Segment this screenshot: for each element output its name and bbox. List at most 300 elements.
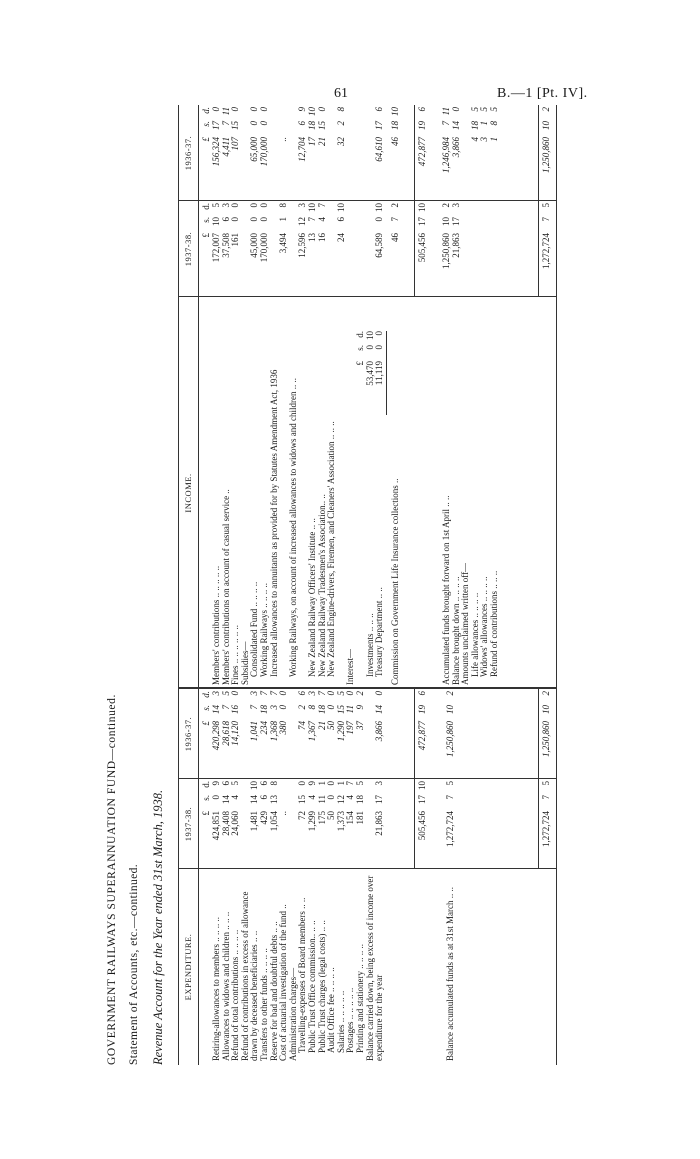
- exp-value-1937-pence: 0: [374, 691, 385, 696]
- exp-value-1937: [375, 691, 385, 779]
- commission-1937-pence: 10: [389, 107, 400, 116]
- inc-after-1937-shillings: 7: [441, 121, 451, 126]
- inc-value-1938-shillings: 1: [278, 217, 289, 222]
- exp-value-1938-pounds: 21,863: [374, 811, 385, 836]
- inc-after-1937-shillings: 8: [489, 121, 499, 126]
- inc-value-1937-pence: 9: [297, 107, 308, 112]
- inc-value-1938-pence: 5: [211, 203, 221, 208]
- inc-after-1937-pence: 5: [479, 107, 490, 112]
- exp-grand-total-1938-shillings: 7: [541, 795, 551, 800]
- commission-1938-pence: 2: [389, 203, 400, 208]
- income-label: Increased allowances to annuitants as provided for by Statutes Amendment Act, 1936: [268, 369, 279, 677]
- exp-balance-1937-pounds: 1,250,860: [445, 721, 455, 757]
- exp-value-1938-pence: 9: [307, 781, 317, 786]
- expenditure-label: Public Trust charges (legal costs) .. ..: [316, 920, 327, 1053]
- exp-1938-header: 1937-38.: [183, 806, 193, 842]
- exp-value-1938-pence: 10: [249, 781, 260, 790]
- inc-value-1938-shillings: 6: [220, 217, 231, 222]
- exp-total-1938-shillings: 17: [417, 795, 427, 804]
- income-label: New Zealand Engine-drivers, Firemen, and Cleaners' Association .. .. ..: [326, 421, 337, 677]
- inc-value-1938-shillings: 6: [335, 217, 346, 222]
- grand-total-rule: [538, 201, 539, 297]
- inc-after-1937-shillings: 18: [469, 121, 480, 130]
- inc-value-1938-pence: 0: [249, 203, 260, 208]
- exp-grand-total-1937-shillings: 10: [541, 705, 551, 714]
- grand-total-rule: [538, 105, 539, 201]
- exp-lsd-head-1938-d: d.: [201, 781, 211, 788]
- exp-value-1938-shillings: 4: [307, 795, 317, 800]
- inc-after-1937-pence: 0: [450, 107, 461, 112]
- exp-value-1938-pounds: 50: [326, 811, 337, 820]
- exp-value-1938-shillings: 17: [374, 795, 385, 804]
- interest-item-value-shillings: 0: [374, 345, 385, 350]
- inc-value-1937-pence: 0: [211, 107, 221, 112]
- inc-value-1938-pence: 0: [230, 203, 241, 208]
- income-label: Subsidies—: [239, 641, 250, 685]
- inc-total-1938-pence: 10: [417, 203, 427, 212]
- inc-value-1938: [318, 203, 328, 297]
- inc-value-1937-pounds: 4,411: [220, 137, 231, 157]
- inc-value-1938: [231, 203, 241, 297]
- commission-1937: [391, 107, 401, 201]
- exp-value-1937-pounds: 1,368: [268, 721, 279, 742]
- exp-value-1938-pounds: 1,373: [335, 811, 346, 832]
- exp-value-1937-pence: 7: [259, 691, 269, 696]
- exp-value-1938-pence: 5: [355, 781, 365, 786]
- interest-total-1938: [375, 203, 385, 297]
- exp-value-1937-shillings: 14: [374, 705, 385, 714]
- expenditure-label: Administration charges—: [287, 967, 298, 1061]
- exp-value-1938-pounds: ..: [278, 811, 289, 816]
- inc-after-1937-pence: 5: [489, 107, 499, 112]
- inc-value-1938-pounds: 13: [307, 233, 317, 242]
- income-after-label: Balance brought down .. .. .. ..: [450, 576, 461, 685]
- inc-value-1937: [337, 107, 347, 201]
- exp-value-1937-pounds: 50: [326, 721, 337, 730]
- exp-value-1938-pence: 6: [220, 781, 231, 786]
- inc-total-1938-pounds: 505,456: [417, 233, 427, 263]
- exp-value-1937-shillings: 2: [297, 705, 308, 710]
- inc-value-1938: [279, 203, 289, 297]
- exp-value-1937-shillings: 8: [307, 705, 317, 710]
- inc-grand-total-1938-shillings: 7: [541, 217, 551, 222]
- exp-balance-1937-shillings: 10: [445, 705, 455, 714]
- inc-value-1937-shillings: 15: [316, 121, 327, 130]
- exp-value-1938-shillings: 15: [297, 795, 308, 804]
- inc-grand-total-1938-pounds: 1,272,724: [541, 233, 551, 269]
- inc-value-1938-shillings: 7: [307, 217, 317, 222]
- expenditure-label: Public Trust Office commission.. .. ..: [307, 920, 317, 1053]
- exp-1937-header: 1936-37.: [183, 716, 193, 752]
- inc-after-1937-pounds: 3: [479, 137, 490, 142]
- inc-after-1937-shillings: 14: [450, 121, 461, 130]
- inc-value-1937-pence: 0: [249, 107, 260, 112]
- bottom-rule: [556, 105, 557, 1065]
- inc-grand-total-1937-pounds: 1,250,860: [541, 137, 551, 173]
- rotated-statement: [100, 105, 560, 1065]
- exp-value-1938-shillings: 11: [316, 795, 327, 804]
- exp-value-1937-pence: 2: [355, 691, 365, 696]
- inc-value-1938-shillings: 4: [316, 217, 327, 222]
- inc-value-1938-pence: 0: [259, 203, 269, 208]
- exp-balance-1938: [446, 781, 456, 869]
- inc-lsd-head-1937-p: £: [201, 137, 211, 142]
- exp-value-1938-pounds: 175: [316, 811, 327, 825]
- inc-after-1938-shillings: 17: [450, 217, 461, 226]
- subtotal-rule: [414, 201, 415, 297]
- exp-value-1937-shillings: 7: [220, 705, 231, 710]
- inc-lsd-head-1937-s: s.: [201, 121, 211, 127]
- inc-after-1937-pounds: 1: [489, 137, 499, 142]
- exp-lsd-head-1938-p: £: [201, 811, 211, 816]
- inc-after-1938-pounds: 1,250,860: [441, 233, 451, 269]
- exp-value-1937-pence: 7: [316, 691, 327, 696]
- exp-value-1938-shillings: 4: [345, 795, 356, 800]
- inc-after-1938-pence: 3: [450, 203, 461, 208]
- exp-value-1938-pounds: 424,851: [211, 811, 221, 841]
- inc-value-1938-pence: 7: [316, 203, 327, 208]
- subtotal-rule: [414, 689, 415, 779]
- exp-lsd-head-1937-d: d.: [201, 691, 211, 698]
- expenditure-label: Printing and stationery .. .. .. ..: [355, 944, 365, 1053]
- inc-total-1938-shillings: 17: [417, 217, 427, 226]
- inc-value-1938-pounds: 37,508: [220, 233, 231, 258]
- exp-value-1938-pence: 5: [230, 781, 241, 786]
- balance-accumulated-label: Balance accumulated funds as at 31st March .. ..: [445, 887, 455, 1061]
- income-header: INCOME.: [183, 473, 193, 513]
- interest-head-d: d.: [355, 331, 365, 338]
- top-rule: [178, 105, 179, 1065]
- inc-value-1938-pounds: 45,000: [249, 233, 260, 258]
- exp-value-1937-pounds: 21: [316, 721, 327, 730]
- inc-value-1937-pounds: 32: [335, 137, 346, 146]
- income-after-label: Widows' allowances .. .. .. ..: [479, 576, 490, 677]
- exp-total-1937-pence: 6: [417, 691, 427, 696]
- inc-after-1938-pounds: 21,863: [450, 233, 461, 258]
- statement-title: Statement of Accounts, etc.—continued.: [128, 863, 140, 1065]
- commission-label: Commission on Government Life Insurance collections ..: [389, 478, 400, 685]
- income-after-label: Refund of contributions .. .. ..: [489, 570, 499, 677]
- inc-value-1937: [231, 107, 241, 201]
- exp-grand-total-1937-pence: 2: [541, 691, 551, 696]
- exp-value-1938: [279, 781, 289, 869]
- exp-value-1937-pounds: 3,866: [374, 721, 385, 742]
- inc-value-1938-pounds: 170,000: [259, 233, 269, 263]
- inc-value-1938-pounds: 3,494: [278, 233, 289, 254]
- exp-value-1937-pence: 3: [307, 691, 317, 696]
- exp-value-1937-pence: 5: [220, 691, 231, 696]
- exp-grand-total-1938: [542, 781, 552, 869]
- exp-value-1938-shillings: 18: [355, 795, 365, 804]
- inc-grand-total-1938: [542, 203, 552, 297]
- inc-after-1937-pence: 5: [469, 107, 480, 112]
- exp-value-1937: [231, 691, 241, 779]
- exp-value-1937-pounds: 74: [297, 721, 308, 730]
- exp-value-1937-shillings: 18: [316, 705, 327, 714]
- interest-head-p: £: [355, 361, 365, 366]
- inc-total-1937-pounds: 472,877: [417, 137, 427, 167]
- exp-value-1938-shillings: 12: [335, 795, 346, 804]
- revenue-account-table: [178, 105, 558, 1065]
- inc-value-1938-pence: 10: [335, 203, 346, 212]
- inc-value-1938-shillings: 0: [249, 217, 260, 222]
- interest-rule: [386, 331, 387, 415]
- exp-value-1937: [356, 691, 366, 779]
- interest-total-1938-shillings: 0: [374, 217, 385, 222]
- exp-value-1938-shillings: 0: [211, 795, 221, 800]
- exp-total-1938: [418, 781, 428, 869]
- inc-value-1937-pounds: 107: [230, 137, 241, 151]
- inc-grand-total-1937-shillings: 10: [541, 121, 551, 130]
- exp-value-1937-pence: 7: [268, 691, 279, 696]
- col-rule: [178, 688, 556, 690]
- exp-value-1937-shillings: 14: [211, 705, 221, 714]
- grand-total-rule: [538, 779, 539, 869]
- inc-total-1937-shillings: 19: [417, 121, 427, 130]
- inc-after-1937-pounds: 1,246,984: [441, 137, 451, 173]
- inc-value-1938-pence: 10: [307, 203, 317, 212]
- exp-balance-1938-shillings: 7: [445, 795, 455, 800]
- commission-1938-shillings: 7: [389, 217, 400, 222]
- exp-value-1938-pounds: 1,481: [249, 811, 260, 832]
- expenditure-label: Reserve for bad and doubtful debts .. ..: [268, 921, 279, 1061]
- exp-value-1937-pounds: 420,298: [211, 721, 221, 751]
- exp-value-1938-pence: 1: [316, 781, 327, 786]
- exp-value-1937-pounds: 234: [259, 721, 269, 735]
- exp-value-1937-shillings: 7: [249, 705, 260, 710]
- page-reference: B.—1 [Pt. IV].: [497, 86, 588, 101]
- exp-value-1938: [270, 781, 280, 869]
- expenditure-label: Postages .. .. .. .. ..: [345, 987, 356, 1053]
- inc-value-1937-pounds: 21: [316, 137, 327, 146]
- exp-value-1938-pence: 1: [335, 781, 346, 786]
- inc-value-1937-shillings: 18: [307, 121, 317, 130]
- commission-1938: [391, 203, 401, 297]
- exp-value-1937: [279, 691, 289, 779]
- inc-value-1937-shillings: 0: [259, 121, 269, 126]
- exp-value-1938-pence: 8: [268, 781, 279, 786]
- exp-value-1938-pence: 7: [345, 781, 356, 786]
- interest-item-value: [375, 331, 385, 425]
- exp-value-1938-pounds: 181: [355, 811, 365, 825]
- expenditure-label: Audit Office fee .. .. .. ..: [326, 967, 337, 1053]
- exp-value-1938-pounds: 154: [345, 811, 356, 825]
- interest-total-1937-pence: 6: [374, 107, 385, 112]
- page-number: 61: [334, 86, 348, 101]
- exp-balance-1938-pence: 5: [445, 781, 455, 786]
- exp-value-1937-shillings: 3: [268, 705, 279, 710]
- income-label: Members' contributions .. .. .. .. ..: [211, 565, 221, 685]
- expenditure-label: Salaries .. .. .. .. ..: [335, 990, 346, 1053]
- interest-item-value-pence: 10: [364, 331, 375, 340]
- income-label: Fines .. .. .. .. .. ..: [230, 624, 241, 685]
- inc-value-1938-shillings: 0: [230, 217, 241, 222]
- inc-lsd-head-1938-s: s.: [201, 217, 211, 223]
- income-label: Consolidated Fund .. .. .. ..: [249, 581, 260, 677]
- exp-balance-1937: [446, 691, 456, 779]
- inc-lsd-head-1938-p: £: [201, 233, 211, 238]
- inc-after-1937-pence: 11: [441, 107, 451, 116]
- exp-value-1937-pounds: 28,618: [220, 721, 231, 746]
- exp-lsd-head-1937-s: s.: [201, 705, 211, 711]
- exp-value-1938-shillings: 14: [249, 795, 260, 804]
- exp-grand-total-1938-pence: 5: [541, 781, 551, 786]
- expenditure-label: Retiring-allowances to members .. .. .. ..: [211, 917, 221, 1061]
- inc-value-1938: [337, 203, 347, 297]
- exp-value-1938-shillings: 6: [259, 795, 269, 800]
- exp-value-1938-pounds: 1,299: [307, 811, 317, 832]
- inc-value-1937-shillings: 2: [335, 121, 346, 126]
- inc-value-1937-pence: 10: [307, 107, 317, 116]
- account-title: Revenue Account for the Year ended 31st March, 1938.: [151, 789, 165, 1065]
- exp-value-1938-pounds: 72: [297, 811, 308, 820]
- exp-total-1938-pence: 10: [417, 781, 427, 790]
- subtotal-rule: [414, 779, 415, 869]
- income-label: New Zealand Railway Officers' Institute .. ..: [307, 518, 317, 677]
- exp-value-1937-shillings: 15: [335, 705, 346, 714]
- exp-value-1937-pence: 3: [211, 691, 221, 696]
- interest-item-value-pounds: 53,470: [364, 361, 375, 386]
- inc-value-1937: [279, 107, 289, 201]
- inc-after-1937: [452, 107, 462, 201]
- exp-total-1937-shillings: 19: [417, 705, 427, 714]
- inc-value-1938-pounds: 24: [335, 233, 346, 242]
- exp-value-1937-pence: 5: [335, 691, 346, 696]
- inc-value-1938-pence: 8: [278, 203, 289, 208]
- inc-after-1937-pounds: 3,866: [450, 137, 461, 158]
- exp-lsd-head-1937-p: £: [201, 721, 211, 726]
- inc-value-1938: [260, 203, 270, 297]
- exp-value-1938: [375, 781, 385, 869]
- inc-grand-total-1937-pence: 2: [541, 107, 551, 112]
- expenditure-label: Balance carried down, being excess of income over expenditure for the year: [364, 875, 385, 1061]
- inc-value-1938-pounds: 172,007: [211, 233, 221, 263]
- inc-value-1938-pounds: 161: [230, 233, 241, 247]
- inc-value-1937: [318, 107, 328, 201]
- inc-value-1937-pence: 11: [220, 107, 231, 116]
- exp-value-1937-pence: 6: [297, 691, 308, 696]
- interest-item-label: Investments .. .. ..: [364, 613, 375, 677]
- expenditure-label: Allowances to widows and children .. .. ..: [220, 911, 231, 1061]
- exp-value-1937-pence: 3: [249, 691, 260, 696]
- exp-value-1938: [231, 781, 241, 869]
- exp-value-1937-pounds: 14,120: [230, 721, 241, 746]
- exp-grand-total-1937: [542, 691, 552, 779]
- inc-after-1938: [452, 203, 462, 297]
- inc-value-1937-shillings: 15: [230, 121, 241, 130]
- exp-value-1938-pounds: 429: [259, 811, 269, 825]
- inc-value-1937-shillings: 6: [297, 121, 308, 126]
- exp-value-1938-shillings: 4: [230, 795, 241, 800]
- exp-lsd-head-1938-s: s.: [201, 795, 211, 801]
- expenditure-label: Cost of actuarial investigation of the fund ..: [278, 904, 289, 1061]
- inc-total-1937: [418, 107, 428, 201]
- exp-value-1937-pounds: 197: [345, 721, 356, 735]
- inc-value-1937-shillings: 17: [211, 121, 221, 130]
- inc-grand-total-1937: [542, 107, 552, 201]
- exp-grand-total-1937-pounds: 1,250,860: [541, 721, 551, 757]
- inc-1938-header: 1937-38.: [183, 231, 193, 267]
- exp-value-1938-pence: 0: [297, 781, 308, 786]
- inc-total-1937-pence: 6: [417, 107, 427, 112]
- exp-total-1938-pounds: 505,456: [417, 811, 427, 841]
- inc-value-1937-pence: 0: [230, 107, 241, 112]
- expenditure-label: Refund of total contributions .. .. .. ..: [230, 929, 241, 1061]
- income-label: Working Railways, on account of increased allowances to widows and children .. ..: [287, 378, 298, 677]
- exp-value-1937-pounds: 380: [278, 721, 289, 735]
- exp-value-1938-pence: 0: [326, 781, 337, 786]
- exp-value-1938-shillings: 14: [220, 795, 231, 804]
- exp-value-1938-pounds: 24,060: [230, 811, 241, 836]
- inc-value-1938-pence: 3: [297, 203, 308, 208]
- exp-value-1937-pounds: 1,367: [307, 721, 317, 742]
- inc-value-1937-shillings: 0: [249, 121, 260, 126]
- inc-value-1938-pounds: 16: [316, 233, 327, 242]
- inc-total-1938: [418, 203, 428, 297]
- inc-value-1937-pounds: 65,000: [249, 137, 260, 162]
- inc-value-1937-pence: 8: [335, 107, 346, 112]
- inc-after-1938-shillings: 10: [441, 217, 451, 226]
- income-after-label: Life allowances .. .. .. ..: [469, 592, 480, 677]
- expenditure-label: Transfers to other funds .. .. .. ..: [259, 948, 269, 1061]
- interest-item-label: Treasury Department .. ..: [374, 587, 385, 677]
- exp-value-1937-pounds: 1,290: [335, 721, 346, 742]
- interest-total-1937-shillings: 17: [374, 121, 385, 130]
- inc-value-1937-pounds: 156,324: [211, 137, 221, 167]
- inc-value-1937-pounds: ..: [278, 137, 289, 142]
- inc-value-1938-shillings: 10: [211, 217, 221, 226]
- exp-balance-1937-pence: 2: [445, 691, 455, 696]
- interest-item-value-pence: 0: [374, 331, 385, 336]
- commission-1937-pounds: 46: [389, 137, 400, 146]
- inc-after-1937: [490, 107, 500, 201]
- inc-value-1937-pounds: 17: [307, 137, 317, 146]
- exp-value-1938-shillings: 0: [326, 795, 337, 800]
- inc-value-1938-pence: 3: [220, 203, 231, 208]
- inc-value-1938-shillings: 12: [297, 217, 308, 226]
- exp-value-1938-pence: 9: [211, 781, 221, 786]
- exp-value-1937-pence: 0: [230, 691, 241, 696]
- inc-value-1937-pence: 0: [259, 107, 269, 112]
- inc-value-1938-pounds: 12,596: [297, 233, 308, 258]
- inc-value-1937-shillings: 7: [220, 121, 231, 126]
- inc-1937-header: 1936-37.: [183, 135, 193, 171]
- inc-lsd-head-1937-d: d.: [201, 107, 211, 114]
- header-rule: [198, 105, 199, 1065]
- exp-value-1937-shillings: 0: [278, 705, 289, 710]
- exp-value-1937-pounds: 37: [355, 721, 365, 730]
- expenditure-label: Refund of contributions in excess of allowance drawn by deceased beneficiaries .. ..: [239, 891, 260, 1061]
- exp-value-1937-shillings: 16: [230, 705, 241, 714]
- exp-value-1937-pence: 0: [326, 691, 337, 696]
- exp-value-1938: [356, 781, 366, 869]
- income-after-label: Amounts unclaimed written off—: [460, 562, 471, 685]
- exp-value-1937-shillings: 0: [326, 705, 337, 710]
- exp-value-1937-shillings: 18: [259, 705, 269, 714]
- fund-title: GOVERNMENT RAILWAYS SUPERANNUATION FUND—continued.: [106, 694, 118, 1065]
- exp-grand-total-1938-pounds: 1,272,724: [541, 811, 551, 847]
- inc-after-1938-pence: 2: [441, 203, 451, 208]
- inc-value-1938-shillings: 0: [259, 217, 269, 222]
- exp-balance-1938-pounds: 1,272,724: [445, 811, 455, 847]
- inc-after-1937-shillings: 1: [479, 121, 490, 126]
- income-label: Members' contributions on account of casual service ..: [220, 489, 231, 685]
- exp-value-1938-pence: 3: [374, 781, 385, 786]
- inc-value-1937: [260, 107, 270, 201]
- interest-head-s: s.: [355, 345, 365, 351]
- exp-total-1937: [418, 691, 428, 779]
- income-label: New Zealand Railway Tradesmen's Association.. ..: [316, 494, 327, 677]
